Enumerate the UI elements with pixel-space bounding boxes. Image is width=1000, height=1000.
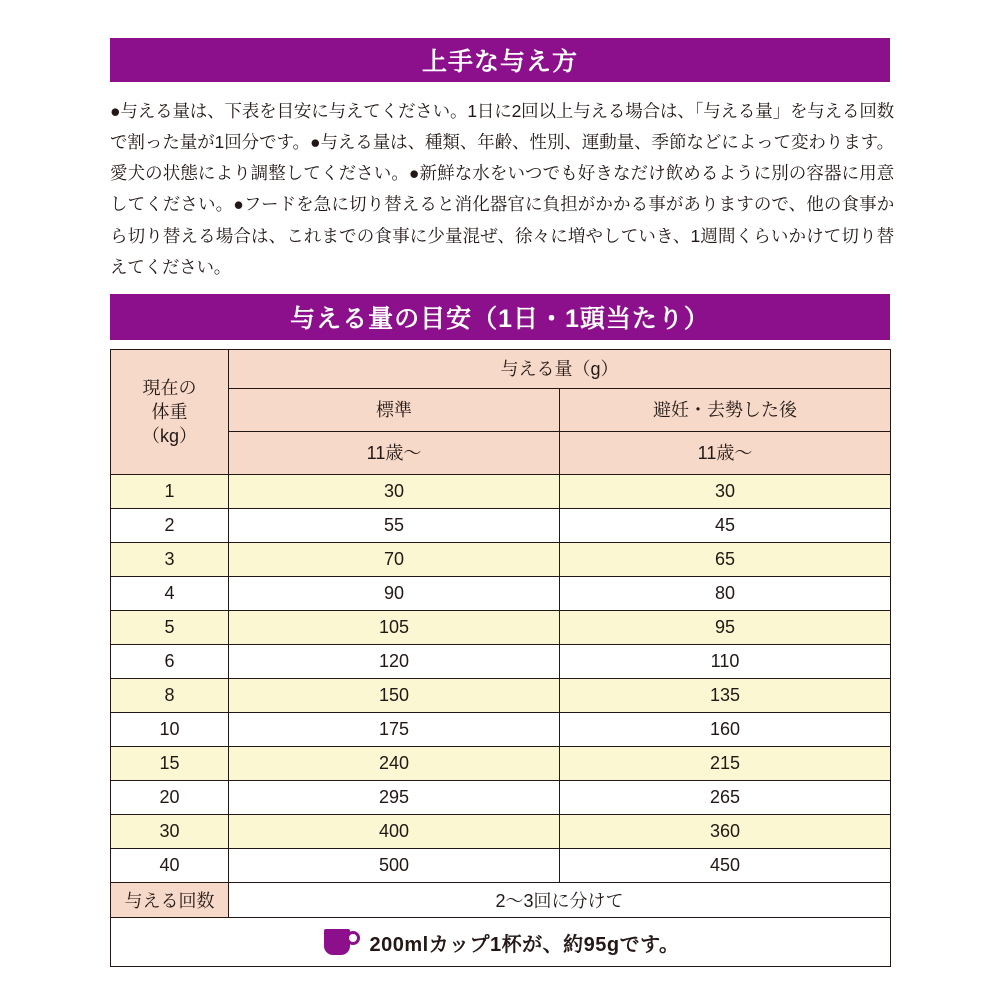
cell-standard: 55 bbox=[229, 509, 560, 543]
cell-weight: 4 bbox=[111, 577, 229, 611]
cell-neutered: 65 bbox=[560, 543, 891, 577]
cup-note-text: 200mlカップ1杯が、約95gです。 bbox=[369, 933, 680, 956]
cell-standard: 150 bbox=[229, 679, 560, 713]
cell-standard: 400 bbox=[229, 815, 560, 849]
cell-standard: 90 bbox=[229, 577, 560, 611]
cell-standard: 240 bbox=[229, 747, 560, 781]
cell-neutered: 110 bbox=[560, 645, 891, 679]
table-row bbox=[111, 543, 891, 577]
table-row bbox=[111, 679, 891, 713]
cell-weight: 1 bbox=[111, 475, 229, 509]
table-row bbox=[111, 611, 891, 645]
cell-neutered: 135 bbox=[560, 679, 891, 713]
cell-weight: 5 bbox=[111, 611, 229, 645]
table-row bbox=[111, 577, 891, 611]
cell-standard: 295 bbox=[229, 781, 560, 815]
cell-standard: 70 bbox=[229, 543, 560, 577]
feeding-tips-body: ●与える量は、下表を目安に与えてください。1日に2回以上与える場合は、「与える量」を与える回数で割った量が1回分です。●与える量は、種類、年齢、性別、運動量、季節などによって変わります。愛犬の状態により調整してください。●新鮮な水をいつでも好きなだけ飲めるように別の容器に用意してください。●フードを急に切り替えると消化器官に負担がかかる事がありますので、他の食事から切り替える場合は、これまでの食事に少量混ぜ、徐々に増やしていき、1週間くらいかけて切り替えてください。 bbox=[110, 101, 894, 277]
feeding-frequency-row bbox=[111, 883, 891, 918]
cell-neutered: 360 bbox=[560, 815, 891, 849]
feeding-frequency-value: 2〜3回に分けて bbox=[229, 883, 891, 918]
cell-standard: 175 bbox=[229, 713, 560, 747]
cell-neutered: 95 bbox=[560, 611, 891, 645]
feeding-amount-table bbox=[110, 349, 891, 967]
feeding-table-banner: 与える量の目安（1日・1頭当たり） bbox=[110, 294, 890, 340]
feeding-frequency-label: 与える回数 bbox=[111, 883, 229, 918]
header-current-weight bbox=[111, 350, 229, 475]
cell-neutered: 215 bbox=[560, 747, 891, 781]
table-row bbox=[111, 713, 891, 747]
cell-neutered: 45 bbox=[560, 509, 891, 543]
table-row bbox=[111, 849, 891, 883]
cell-neutered: 30 bbox=[560, 475, 891, 509]
cell-neutered: 265 bbox=[560, 781, 891, 815]
header-standard: 標準 bbox=[229, 389, 560, 432]
table-row bbox=[111, 781, 891, 815]
cell-weight: 20 bbox=[111, 781, 229, 815]
cell-weight: 3 bbox=[111, 543, 229, 577]
header-neutered: 避妊・去勢した後 bbox=[560, 389, 891, 432]
table-row bbox=[111, 509, 891, 543]
measuring-cup-icon bbox=[322, 925, 362, 959]
table-header-row-1 bbox=[111, 350, 891, 389]
cup-note-cell bbox=[111, 918, 891, 967]
table-row bbox=[111, 475, 891, 509]
cell-weight: 15 bbox=[111, 747, 229, 781]
feeding-table-wrapper bbox=[110, 349, 890, 967]
header-amount-group: 与える量（g） bbox=[229, 350, 891, 389]
cell-weight: 8 bbox=[111, 679, 229, 713]
cup-note bbox=[111, 925, 890, 959]
header-standard-age: 11歳〜 bbox=[229, 432, 560, 475]
cell-neutered: 80 bbox=[560, 577, 891, 611]
table-row bbox=[111, 747, 891, 781]
table-row bbox=[111, 645, 891, 679]
table-row bbox=[111, 815, 891, 849]
header-weight-line2: 体重 bbox=[151, 401, 188, 422]
cell-weight: 6 bbox=[111, 645, 229, 679]
header-weight-line3: （kg） bbox=[141, 426, 197, 447]
cell-neutered: 450 bbox=[560, 849, 891, 883]
cell-neutered: 160 bbox=[560, 713, 891, 747]
feeding-tips-banner: 上手な与え方 bbox=[110, 38, 890, 82]
cell-standard: 105 bbox=[229, 611, 560, 645]
header-neutered-age: 11歳〜 bbox=[560, 432, 891, 475]
cell-weight: 10 bbox=[111, 713, 229, 747]
cell-weight: 40 bbox=[111, 849, 229, 883]
cell-weight: 2 bbox=[111, 509, 229, 543]
cell-standard: 120 bbox=[229, 645, 560, 679]
cell-standard: 30 bbox=[229, 475, 560, 509]
header-weight-line1: 現在の bbox=[142, 377, 197, 398]
cell-weight: 30 bbox=[111, 815, 229, 849]
cup-note-row bbox=[111, 918, 891, 967]
cell-standard: 500 bbox=[229, 849, 560, 883]
